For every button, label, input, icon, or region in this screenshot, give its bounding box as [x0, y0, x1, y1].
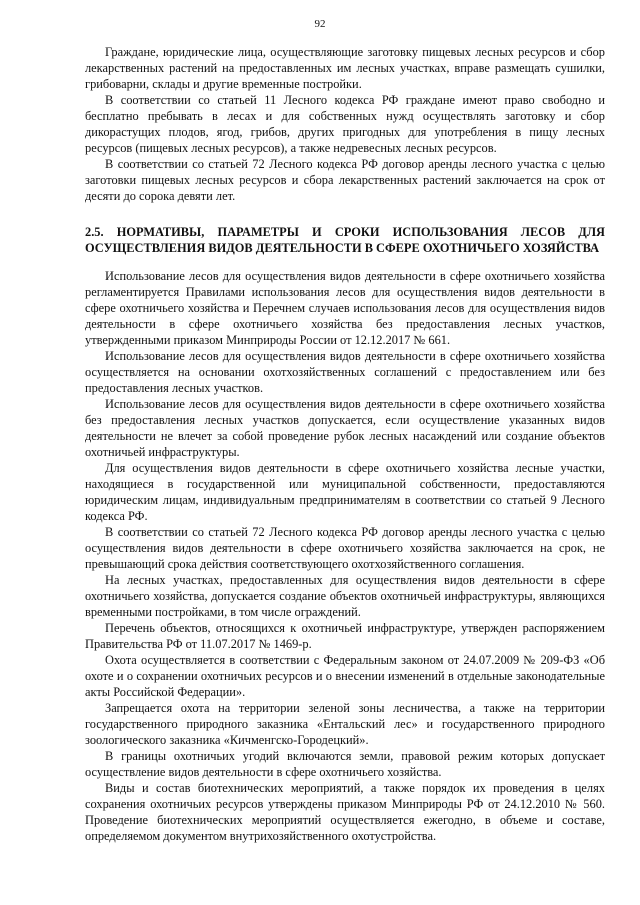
paragraph: Использование лесов для осуществления видов деятельности в сфере охотничьего хозяйства без предоставления лесных участков допускается, если осуществление указанных видов деятельности не влечет за собой проведение рубок лесных насаждений или создание объектов охотничьей инфраструктуры.: [85, 397, 605, 459]
section-heading: 2.5. НОРМАТИВЫ, ПАРАМЕТРЫ И СРОКИ ИСПОЛЬЗОВАНИЯ ЛЕСОВ ДЛЯ ОСУЩЕСТВЛЕНИЯ ВИДОВ ДЕЯТЕЛЬНОСТИ В СФЕРЕ ОХОТНИЧЬЕГО ХОЗЯЙСТВА: [85, 225, 605, 255]
intro-text-block: [85, 44, 605, 204]
paragraph: Использование лесов для осуществления видов деятельности в сфере охотничьего хозяйства осуществляется на основании охотхозяйственных соглашений с предоставлением или без предоставления лесных участков.: [85, 349, 605, 395]
paragraph: Граждане, юридические лица, осуществляющие заготовку пищевых лесных ресурсов и сбор лекарственных растений на предоставленных им лесных участках, вправе размещать сушилки, грибоварни, склады и другие временные постройки.: [85, 45, 605, 91]
paragraph: Запрещается охота на территории зеленой зоны лесничества, а также на территории государственного природного заказника «Ентальский лес» и государственного природного зоологического заказника «Кичменгско-Городецкий».: [85, 701, 605, 747]
section-text-block: [85, 268, 605, 844]
paragraph: Для осуществления видов деятельности в сфере охотничьего хозяйства лесные участки, находящиеся в государственной или муниципальной собственности, предоставляются юридическим лицам, индивидуальным предпринимателям в соответствии со статьей 9 Лесного кодекса РФ.: [85, 461, 605, 523]
paragraph: Охота осуществляется в соответствии с Федеральным законом от 24.07.2009 № 209-ФЗ «Об охоте и о сохранении охотничьих ресурсов и о внесении изменений в отдельные законодательные акты Российской Федерации».: [85, 653, 605, 699]
paragraph: В соответствии со статьей 72 Лесного кодекса РФ договор аренды лесного участка с целью осуществления видов деятельности в сфере охотничьего хозяйства заключается на срок, не превышающий срока действия соответствующего охотхозяйственного соглашения.: [85, 525, 605, 571]
paragraph: Перечень объектов, относящихся к охотничьей инфраструктуре, утвержден распоряжением Правительства РФ от 11.07.2017 № 1469-р.: [85, 621, 605, 651]
paragraph: Виды и состав биотехнических мероприятий, а также порядок их проведения в целях сохранения охотничьих ресурсов утверждены приказом Минприроды РФ от 24.12.2010 № 560. Проведение биотехнических мероприятий осуществляется ежегодно, в объеме и составе, определяемом документом внутрихозяйственного охотустройства.: [85, 781, 605, 843]
page-number: 92: [314, 18, 326, 30]
paragraph: В соответствии со статьей 72 Лесного кодекса РФ договор аренды лесного участка с целью заготовки пищевых лесных ресурсов и сбора лекарственных растений заключается на срок от десяти до сорока девяти лет.: [85, 157, 605, 203]
paragraph: На лесных участках, предоставленных для осуществления видов деятельности в сфере охотничьего хозяйства, допускается создание объектов охотничьей инфраструктуры, являющихся временными постройками, в том числе ограждений.: [85, 573, 605, 619]
paragraph: В соответствии со статьей 11 Лесного кодекса РФ граждане имеют право свободно и бесплатно пребывать в лесах и для собственных нужд осуществлять заготовку и сбор дикорастущих плодов, ягод, грибов, других пригодных для употребления в пищу лесных ресурсов (пищевых лесных ресурсов), а также недревесных лесных ресурсов.: [85, 93, 605, 155]
paragraph: В границы охотничьих угодий включаются земли, правовой режим которых допускает осуществление видов деятельности в сфере охотничьего хозяйства.: [85, 749, 605, 779]
paragraph: Использование лесов для осуществления видов деятельности в сфере охотничьего хозяйства регламентируется Правилами использования лесов для осуществления видов деятельности в сфере охотничьего хозяйства и Перечнем случаев использования лесов для осуществления видов деятельности в сфере охотничьего хозяйства без предоставления лесных участков, утвержденными приказом Минприроды России от 12.12.2017 № 661.: [85, 269, 605, 347]
